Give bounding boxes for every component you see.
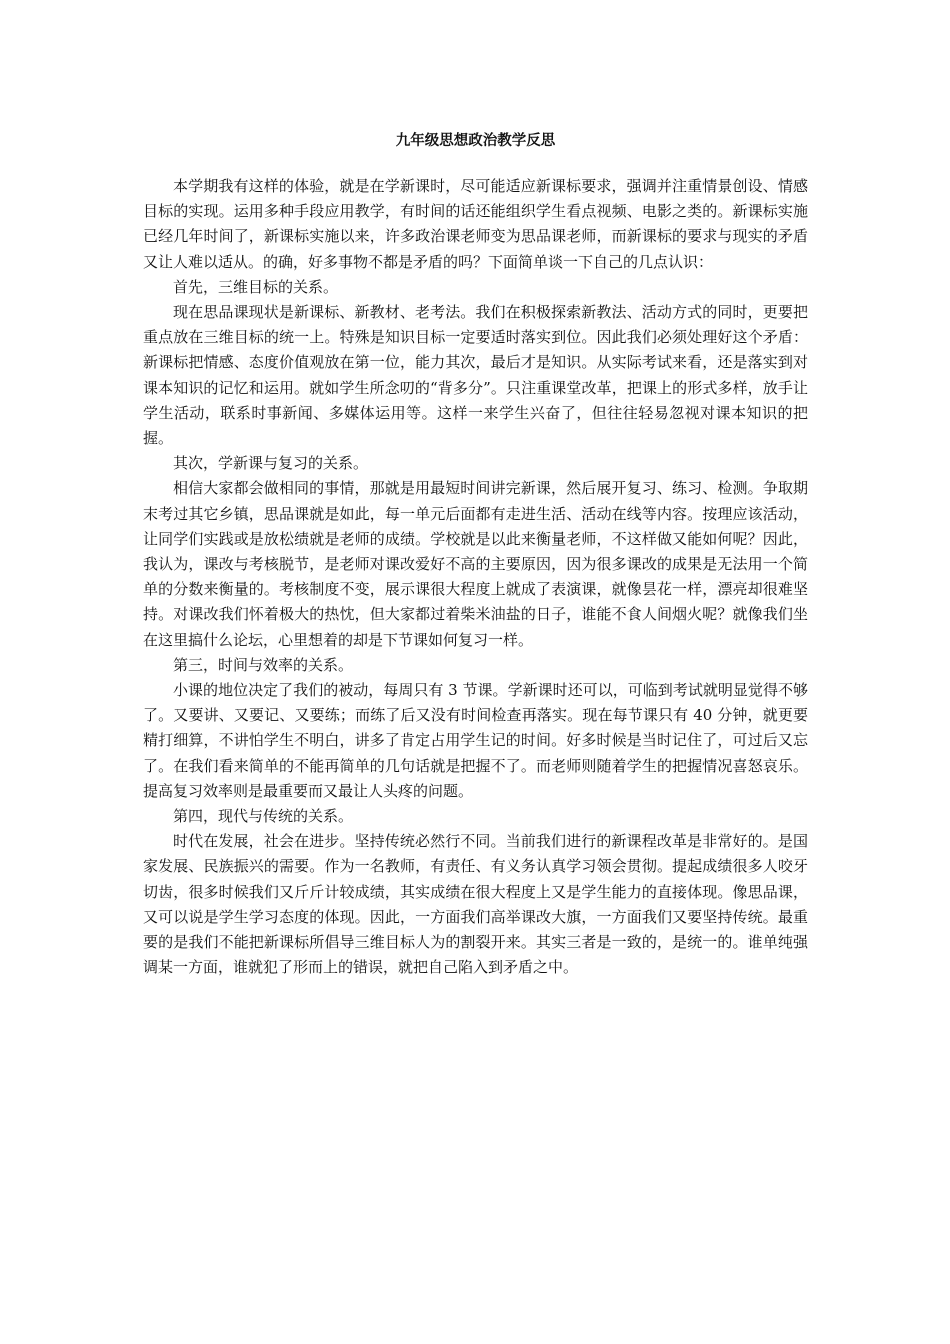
paragraph-second: 相信大家都会做相同的事情，那就是用最短时间讲完新课，然后展开复习、练习、检测。争取期末考过其它乡镇，思品课就是如此，每一单元后面都有走进生活、活动在线等内容。按理应该活动，让同学们实践或是放松绩就是老师的成绩。学校就是以此来衡量老师，不这样做又能如何呢？因此，我认为，课改与考核脱节，是老师对课改爱好不高的主要原因，因为很多课改的成果是无法用一个简单的分数来衡量的。考核制度不变，展示课很大程度上就成了表演课，就像昙花一样，漂亮却很难坚持。对课改我们怀着极大的热忱，但大家都过着柴米油盐的日子，谁能不食人间烟火呢？就像我们坐在这里搞什么论坛，心里想着的却是下节课如何复习一样。	[143, 479, 808, 649]
paragraph-intro: 本学期我有这样的体验，就是在学新课时，尽可能适应新课标要求，强调并注重情景创设、情感目标的实现。运用多种手段应用教学，有时间的话还能组织学生看点视频、电影之类的。新课标实施已经几年时间了，新课标实施以来，许多政治课老师变为思品课老师，而新课标的要求与现实的矛盾又让人难以适从。的确，好多事物不都是矛盾的吗？下面简单谈一下自己的几点认识：	[143, 177, 808, 271]
paragraph-third: 小课的地位决定了我们的被动，每周只有 3 节课。学新课时还可以，可临到考试就明显觉得不够了。又要讲、又要记、又要练；而练了后又没有时间检查再落实。现在每节课只有 40 分钟，就更要精打细算，不讲怕学生不明白，讲多了肯定占用学生记的时间。好多时候是当时记住了，可过后又忘了。在我们看来简单的不能再简单的几句话就是把握不了。而老师则随着学生的把握情况喜怒哀乐。提高复习效率则是最重要而又最让人头疼的问题。	[143, 681, 808, 800]
section-heading-second: 其次，学新课与复习的关系。	[173, 454, 369, 473]
section-heading-fourth: 第四，现代与传统的关系。	[173, 807, 354, 826]
document-title: 九年级思想政治教学反思	[395, 133, 556, 149]
section-heading-first: 首先，三维目标的关系。	[173, 277, 339, 296]
paragraph-fourth: 时代在发展，社会在进步。坚持传统必然行不同。当前我们进行的新课程改革是非常好的。是国家发展、民族振兴的需要。作为一名教师，有责任、有义务认真学习领会贯彻。提起成绩很多人咬牙切齿，很多时候我们又斤斤计较成绩，其实成绩在很大程度上又是学生能力的直接体现。像思品课，又可以说是学生学习态度的体现。因此，一方面我们高举课改大旗，一方面我们又要坚持传统。最重要的是我们不能把新课标所倡导三维目标人为的割裂开来。其实三者是一致的，是统一的。谁单纯强调某一方面，谁就犯了形而上的错误，就把自己陷入到矛盾之中。	[143, 832, 808, 977]
section-heading-third: 第三，时间与效率的关系。	[173, 655, 354, 674]
paragraph-first: 现在思品课现状是新课标、新教材、老考法。我们在积极探索新教法、活动方式的同时，更要把重点放在三维目标的统一上。特殊是知识目标一定要适时落实到位。因此我们必须处理好这个矛盾：新课标把情感、态度价值观放在第一位，能力其次，最后才是知识。从实际考试来看，还是落实到对课本知识的记忆和运用。就如学生所念叨的“背多分”。只注重课堂改革，把课上的形式多样，放手让学生活动，联系时事新闻、多媒体运用等。这样一来学生兴奋了，但往往轻易忽视对课本知识的把握。	[143, 303, 808, 448]
document-body	[143, 174, 808, 981]
